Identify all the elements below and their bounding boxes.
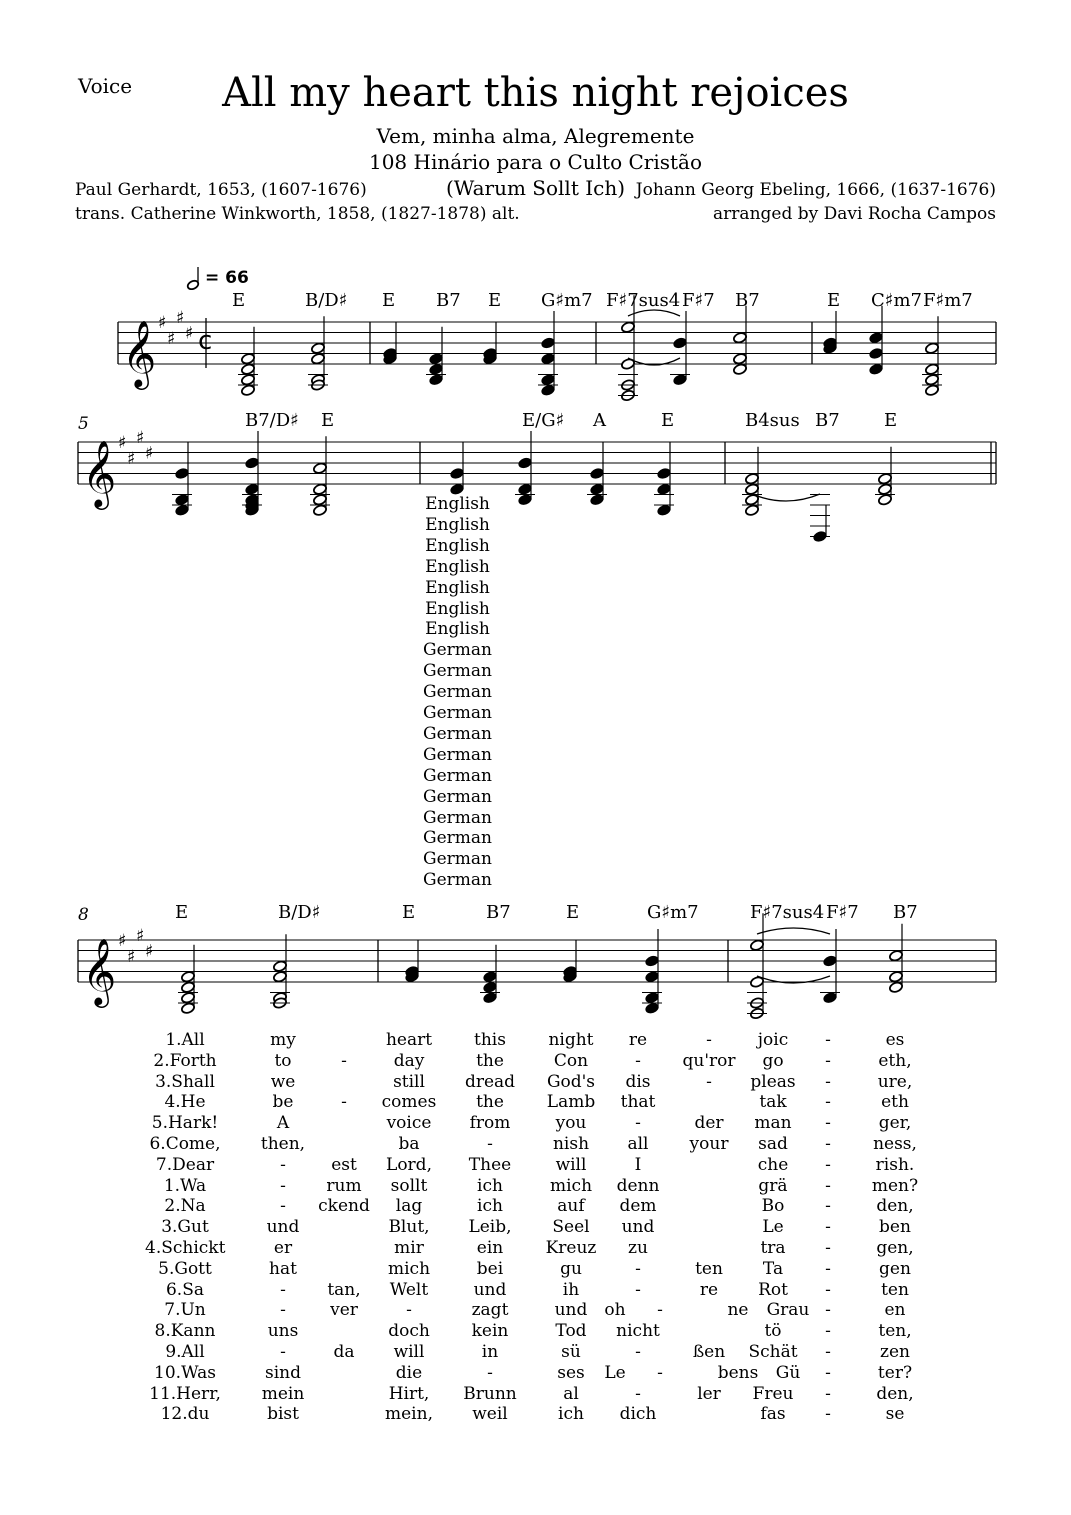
lyric-hyphen: -	[825, 1238, 831, 1258]
lyric-syllable: dich	[619, 1404, 657, 1425]
chord-symbol: G♯m7	[647, 902, 699, 923]
chord-symbol: B7	[436, 290, 461, 311]
note-chord	[810, 495, 830, 543]
lyric-syllable: ein	[476, 1238, 504, 1258]
language-label: German	[423, 703, 492, 723]
lyric-syllable: 1.Wa	[163, 1175, 207, 1196]
lyric-syllable: Lord,	[386, 1154, 432, 1175]
lyric-syllable: und	[554, 1300, 588, 1321]
lyric-syllable: Lamb	[546, 1092, 596, 1113]
lyric-syllable: und	[266, 1217, 300, 1238]
lyric-syllable: night	[548, 1030, 594, 1050]
lyric-syllable: oh	[604, 1300, 626, 1321]
lyric-syllable: zu	[628, 1238, 648, 1258]
lyric-syllable: zagt	[471, 1300, 509, 1321]
language-label: German	[423, 723, 492, 744]
lyric-syllable: 3.Shall	[155, 1071, 215, 1092]
page-title: All my heart this night rejoices	[222, 70, 849, 116]
lyric-syllable: uns	[267, 1321, 299, 1342]
lyric-hyphen: -	[341, 1092, 347, 1113]
lyric-hyphen: -	[825, 1217, 831, 1238]
lyric-syllable: heart	[385, 1030, 433, 1050]
lyric-syllable: from	[469, 1113, 511, 1134]
lyric-syllable: mein,	[385, 1404, 433, 1425]
tie	[628, 310, 680, 316]
key-sharp-icon: ♯	[185, 323, 194, 344]
lyric-syllable: da	[333, 1342, 355, 1362]
lyric-syllable: dem	[619, 1196, 657, 1217]
lyric-hyphen: -	[825, 1383, 831, 1404]
lyric-syllable: kein	[471, 1321, 509, 1342]
lyric-hyphen: -	[487, 1362, 493, 1383]
chord-symbol: B/D♯	[278, 902, 321, 923]
lyric-syllable: sollt	[390, 1175, 428, 1196]
note-chord	[426, 327, 446, 386]
language-label: German	[423, 640, 492, 661]
language-label: German	[423, 786, 492, 807]
staff-system	[78, 428, 996, 510]
lyric-hyphen: -	[825, 1321, 831, 1342]
lyric-syllable: mir	[394, 1238, 424, 1258]
lyric-syllable: ben	[879, 1217, 911, 1238]
lyric-syllable: mich	[549, 1175, 593, 1196]
lyric-hyphen: -	[825, 1279, 831, 1300]
lyric-syllable: 11.Herr,	[149, 1383, 221, 1404]
note-chord	[310, 436, 330, 516]
lyric-syllable: Welt	[389, 1279, 429, 1300]
lyric-syllable: fas	[760, 1404, 786, 1425]
lyric-hyphen: -	[635, 1383, 641, 1404]
lyric-syllable: God's	[546, 1071, 596, 1092]
treble-clef-icon: 𝄞	[122, 319, 157, 387]
lyric-syllable: Freu	[752, 1383, 794, 1404]
language-label: English	[425, 619, 490, 640]
lyric-syllable: the	[476, 1092, 504, 1113]
lyric-syllable: 8.Kann	[154, 1321, 216, 1342]
lyric-syllable: 6.Sa	[165, 1279, 204, 1300]
lyric-syllable: 1.All	[165, 1030, 205, 1050]
cut-time-icon: c	[198, 326, 213, 356]
lyric-syllable: Hirt,	[388, 1383, 430, 1404]
tempo-marking: = 66	[205, 268, 249, 288]
chord-symbol: E	[661, 410, 675, 431]
note-chord	[742, 447, 762, 517]
lyric-syllable: 4.He	[164, 1092, 206, 1113]
note-chord	[869, 306, 884, 376]
lyric-syllable: the	[476, 1050, 504, 1071]
lyric-hyphen: -	[657, 1300, 663, 1321]
lyric-hyphen: -	[825, 1154, 831, 1175]
lyric-syllable: Grau	[766, 1300, 810, 1321]
chord-symbol: E	[827, 290, 841, 311]
lyric-syllable: 5.Gott	[158, 1258, 212, 1279]
lyric-syllable: den,	[876, 1196, 914, 1217]
key-sharp-icon: ♯	[127, 946, 136, 967]
lyric-syllable: Kreuz	[545, 1238, 597, 1258]
lyric-syllable: 6.Come,	[149, 1134, 221, 1154]
language-label: English	[425, 494, 490, 514]
language-label: English	[425, 556, 490, 577]
language-label: German	[423, 849, 492, 870]
lyric-syllable: voice	[386, 1113, 432, 1134]
note-chord	[480, 945, 500, 1004]
lyric-syllable: my	[270, 1030, 296, 1050]
lyric-hyphen: -	[825, 1300, 831, 1321]
chord-symbol: F♯7	[826, 902, 859, 923]
lyric-syllable: to	[274, 1050, 292, 1071]
lyric-syllable: sad	[758, 1134, 788, 1154]
lyric-syllable: qu'ror	[682, 1050, 736, 1071]
lyric-syllable: Rot	[758, 1279, 788, 1300]
lyric-syllable: Leib,	[468, 1217, 512, 1238]
lyric-syllable: 2.Na	[164, 1196, 206, 1217]
lyric-hyphen: -	[825, 1134, 831, 1154]
note-chord	[733, 306, 748, 376]
lyric-syllable: A	[276, 1113, 290, 1134]
tie	[752, 494, 820, 501]
lyric-hyphen: -	[825, 1404, 831, 1425]
chord-symbol: F♯7sus4	[750, 902, 825, 923]
key-sharp-icon: ♯	[136, 925, 145, 946]
lyric-syllable: tra	[760, 1238, 786, 1258]
lyric-syllable: der	[694, 1113, 724, 1134]
lyric-syllable: ßen	[692, 1342, 726, 1362]
measure-number: 8	[78, 905, 89, 925]
lyric-syllable: ckend	[318, 1196, 370, 1217]
lyric-syllable: dread	[464, 1071, 516, 1092]
treble-clef-icon: 𝄞	[82, 439, 117, 507]
lyric-syllable: Blut,	[388, 1217, 430, 1238]
lyric-hyphen: -	[706, 1071, 712, 1092]
lyric-syllable: ver	[330, 1300, 358, 1321]
lyric-hyphen: -	[825, 1113, 831, 1134]
lyric-syllable: be	[272, 1092, 294, 1113]
composer-credit: Johann Georg Ebeling, 1666, (1637-1676)	[635, 180, 996, 200]
key-sharp-icon: ♯	[127, 448, 136, 469]
language-label: German	[423, 807, 492, 828]
lyric-syllable: ich	[477, 1175, 503, 1196]
lyric-syllable: ses	[557, 1362, 585, 1383]
lyric-hyphen: -	[657, 1362, 663, 1383]
lyric-syllable: er	[273, 1238, 293, 1258]
note-chord	[747, 913, 767, 1019]
lyric-syllable: es	[885, 1030, 905, 1050]
key-sharp-icon: ♯	[145, 443, 154, 464]
lyric-syllable: weil	[472, 1404, 508, 1425]
lyric-hyphen: -	[280, 1300, 286, 1321]
lyric-hyphen: -	[635, 1050, 641, 1071]
lyric-syllable: you	[555, 1113, 587, 1134]
lyric-syllable: die	[395, 1362, 423, 1383]
chord-symbol: E	[382, 290, 396, 311]
language-label: German	[423, 828, 492, 849]
lyric-syllable: nish	[552, 1134, 590, 1154]
language-label: German	[423, 765, 492, 786]
lyric-hyphen: -	[635, 1113, 641, 1134]
lyric-syllable: bens	[717, 1362, 759, 1383]
lyric-syllable: men?	[871, 1175, 919, 1196]
key-sharp-icon: ♯	[136, 427, 145, 448]
note-chord	[238, 327, 258, 397]
lyric-syllable: ten,	[878, 1321, 912, 1342]
lyric-syllable: se	[885, 1404, 905, 1425]
language-label: English	[425, 577, 490, 598]
lyric-hyphen: -	[280, 1175, 286, 1196]
lyric-syllable: al	[563, 1383, 579, 1404]
key-sharp-icon: ♯	[145, 941, 154, 962]
lyric-syllable: nicht	[616, 1321, 660, 1342]
lyric-hyphen: -	[825, 1050, 831, 1071]
lyric-hyphen: -	[406, 1300, 412, 1321]
chord-symbol: B7	[893, 902, 918, 923]
lyric-syllable: eth,	[878, 1050, 912, 1071]
lyric-syllable: ich	[477, 1196, 503, 1217]
lyric-syllable: denn	[616, 1175, 660, 1196]
lyric-syllable: ba	[398, 1134, 420, 1154]
lyric-syllable: grä	[758, 1175, 788, 1196]
lyric-syllable: rum	[326, 1175, 362, 1196]
lyric-syllable: man	[754, 1113, 792, 1134]
chord-symbol: E	[402, 902, 416, 923]
lyric-hyphen: -	[825, 1196, 831, 1217]
note-chord	[889, 924, 904, 994]
lyric-syllable: joic	[757, 1030, 789, 1050]
lyric-syllable: Seel	[552, 1217, 590, 1238]
lyric-syllable: gu	[560, 1258, 582, 1279]
lyric-syllable: Thee	[468, 1154, 512, 1175]
lyric-syllable: this	[474, 1030, 506, 1050]
lyric-syllable: rish.	[875, 1154, 915, 1175]
lyric-syllable: mein	[261, 1383, 305, 1404]
lyric-syllable: Con	[553, 1050, 589, 1071]
translator-credit: trans. Catherine Winkworth, 1858, (1827-1878) alt.	[75, 204, 520, 224]
language-label: German	[423, 744, 492, 765]
lyric-syllable: mich	[387, 1258, 431, 1279]
lyric-hyphen: -	[825, 1342, 831, 1362]
chord-symbol: F♯m7	[923, 290, 973, 311]
lyric-syllable: und	[621, 1217, 655, 1238]
lyric-syllable: then,	[260, 1134, 306, 1154]
chord-symbol: E	[232, 290, 246, 311]
lyric-syllable: lag	[395, 1196, 423, 1217]
lyric-syllable: Bo	[761, 1196, 785, 1217]
lyric-syllable: Brunn	[463, 1383, 517, 1404]
lyric-syllable: est	[331, 1154, 357, 1175]
lyric-syllable: re	[628, 1030, 648, 1050]
lyric-syllable: tan,	[327, 1279, 361, 1300]
lyric-hyphen: -	[635, 1258, 641, 1279]
chord-symbol: E	[884, 410, 898, 431]
lyric-syllable: sind	[265, 1362, 301, 1383]
chord-symbol: E/G♯	[522, 410, 565, 431]
lyric-syllable: we	[270, 1071, 296, 1092]
lyric-syllable: ler	[697, 1383, 721, 1404]
lyric-hyphen: -	[487, 1134, 493, 1154]
lyric-syllable: ten	[695, 1258, 723, 1279]
lyric-syllable: ter?	[877, 1362, 913, 1383]
lyric-syllable: en	[884, 1300, 906, 1321]
lyric-hyphen: -	[825, 1030, 831, 1050]
lyric-syllable: ne	[727, 1300, 749, 1321]
lyric-syllable: in	[481, 1342, 499, 1362]
key-sharp-icon: ♯	[167, 328, 176, 349]
chord-symbol: F♯7	[682, 290, 715, 311]
lyric-syllable: day	[393, 1050, 425, 1071]
lyric-syllable: dis	[625, 1071, 651, 1092]
language-label: English	[425, 535, 490, 556]
lyric-syllable: your	[689, 1134, 729, 1154]
chord-symbol: E	[321, 410, 335, 431]
language-label: English	[425, 514, 490, 535]
lyric-syllable: ure,	[877, 1071, 913, 1092]
measure-number: 5	[78, 414, 89, 434]
chord-symbol: B7	[486, 902, 511, 923]
chord-symbol: E	[175, 902, 189, 923]
lyric-syllable: pleas	[750, 1071, 796, 1092]
lyric-hyphen: -	[635, 1342, 641, 1362]
lyric-hyphen: -	[280, 1154, 286, 1175]
poet-credit: Paul Gerhardt, 1653, (1607-1676)	[75, 180, 367, 200]
language-label: German	[423, 682, 492, 703]
subtitle: Vem, minha alma, Alegremente	[376, 124, 695, 148]
lyric-syllable: gen,	[876, 1238, 914, 1258]
lyric-syllable: ness,	[873, 1134, 917, 1154]
lyric-syllable: sü	[561, 1342, 581, 1362]
key-sharp-icon: ♯	[118, 931, 127, 951]
hymnal-reference: 108 Hinário para o Culto Cristão	[368, 150, 703, 174]
chord-symbol: F♯7sus4	[606, 290, 681, 311]
lyric-syllable: tak	[759, 1092, 787, 1113]
lyric-syllable: auf	[557, 1196, 585, 1217]
lyric-hyphen: -	[825, 1071, 831, 1092]
lyric-syllable: den,	[876, 1383, 914, 1404]
chord-symbol: E	[488, 290, 502, 311]
lyric-hyphen: -	[280, 1196, 286, 1217]
chord-symbol: B4sus	[745, 410, 800, 431]
lyric-syllable: 9.All	[165, 1342, 205, 1362]
lyric-syllable: ich	[558, 1404, 584, 1425]
lyric-syllable: will	[555, 1154, 587, 1175]
lyric-syllable: doch	[388, 1321, 430, 1342]
lyric-syllable: Tod	[555, 1321, 587, 1342]
lyric-syllable: 2.Forth	[153, 1050, 217, 1071]
lyric-syllable: gen	[879, 1258, 911, 1279]
lyric-syllable: 4.Schickt	[145, 1238, 226, 1258]
lyric-syllable: I	[634, 1154, 642, 1175]
note-chord	[922, 316, 942, 396]
lyric-syllable: ger,	[878, 1113, 912, 1134]
lyric-syllable: Le	[604, 1362, 626, 1383]
note-chord	[450, 442, 465, 496]
lyric-syllable: Schät	[748, 1342, 798, 1362]
lyric-syllable: still	[393, 1071, 425, 1092]
lyric-syllable: that	[620, 1092, 656, 1113]
lyric-syllable: ten	[881, 1279, 909, 1300]
chord-symbol: A	[593, 410, 606, 431]
lyric-syllable: Gü	[775, 1362, 801, 1383]
lyric-hyphen: -	[341, 1050, 347, 1071]
chord-symbol: E	[566, 902, 580, 923]
lyric-syllable: 12.du	[160, 1404, 210, 1425]
key-sharp-icon: ♯	[176, 307, 185, 328]
lyric-hyphen: -	[706, 1030, 712, 1050]
lyric-syllable: ih	[562, 1279, 580, 1300]
key-sharp-icon: ♯	[118, 433, 127, 453]
language-label: German	[423, 661, 492, 682]
lyric-syllable: bist	[267, 1404, 299, 1425]
lyric-hyphen: -	[825, 1258, 831, 1279]
chord-symbol: G♯m7	[541, 290, 593, 311]
lyric-hyphen: -	[280, 1279, 286, 1300]
lyric-syllable: zen	[880, 1342, 910, 1362]
lyric-syllable: Ta	[762, 1258, 784, 1279]
lyric-syllable: 10.Was	[154, 1362, 216, 1383]
lyric-hyphen: -	[635, 1279, 641, 1300]
staff-system	[78, 926, 996, 1008]
lyric-syllable: 7.Dear	[155, 1154, 215, 1175]
lyric-syllable: und	[473, 1279, 507, 1300]
chord-symbol: B7	[735, 290, 760, 311]
language-label: English	[425, 598, 490, 619]
lyric-syllable: comes	[381, 1092, 437, 1113]
arranger-credit: arranged by Davi Rocha Campos	[713, 204, 996, 224]
lyric-syllable: 5.Hark!	[151, 1113, 219, 1134]
chord-symbol: B/D♯	[305, 290, 348, 311]
note-chord	[178, 945, 198, 1015]
lyric-hyphen: -	[280, 1342, 286, 1362]
lyric-hyphen: -	[825, 1175, 831, 1196]
note-chord	[875, 447, 895, 506]
lyric-syllable: 7.Un	[164, 1300, 206, 1321]
lyric-syllable: bei	[476, 1258, 504, 1279]
chord-symbol: B7	[815, 410, 840, 431]
lyric-syllable: eth	[881, 1092, 909, 1113]
lyric-syllable: go	[762, 1050, 784, 1071]
part-name: Voice	[78, 74, 133, 98]
chord-symbol: B7/D♯	[245, 410, 299, 431]
lyric-syllable: che	[757, 1154, 789, 1175]
lyric-hyphen: -	[825, 1092, 831, 1113]
note-chord	[618, 295, 638, 401]
chord-symbol: C♯m7	[871, 290, 923, 311]
tune-name: (Warum Sollt Ich)	[445, 176, 626, 200]
lyric-syllable: will	[393, 1342, 425, 1362]
lyric-syllable: hat	[269, 1258, 297, 1279]
lyric-syllable: re	[699, 1279, 719, 1300]
lyric-syllable: Le	[762, 1217, 784, 1238]
tie	[757, 928, 830, 934]
language-label: German	[423, 870, 492, 891]
lyric-syllable: 3.Gut	[161, 1217, 209, 1238]
key-sharp-icon: ♯	[158, 313, 167, 333]
lyric-syllable: tö	[764, 1321, 782, 1342]
treble-clef-icon: 𝄞	[82, 937, 117, 1005]
lyric-hyphen: -	[825, 1362, 831, 1383]
lyric-syllable: all	[627, 1134, 649, 1154]
